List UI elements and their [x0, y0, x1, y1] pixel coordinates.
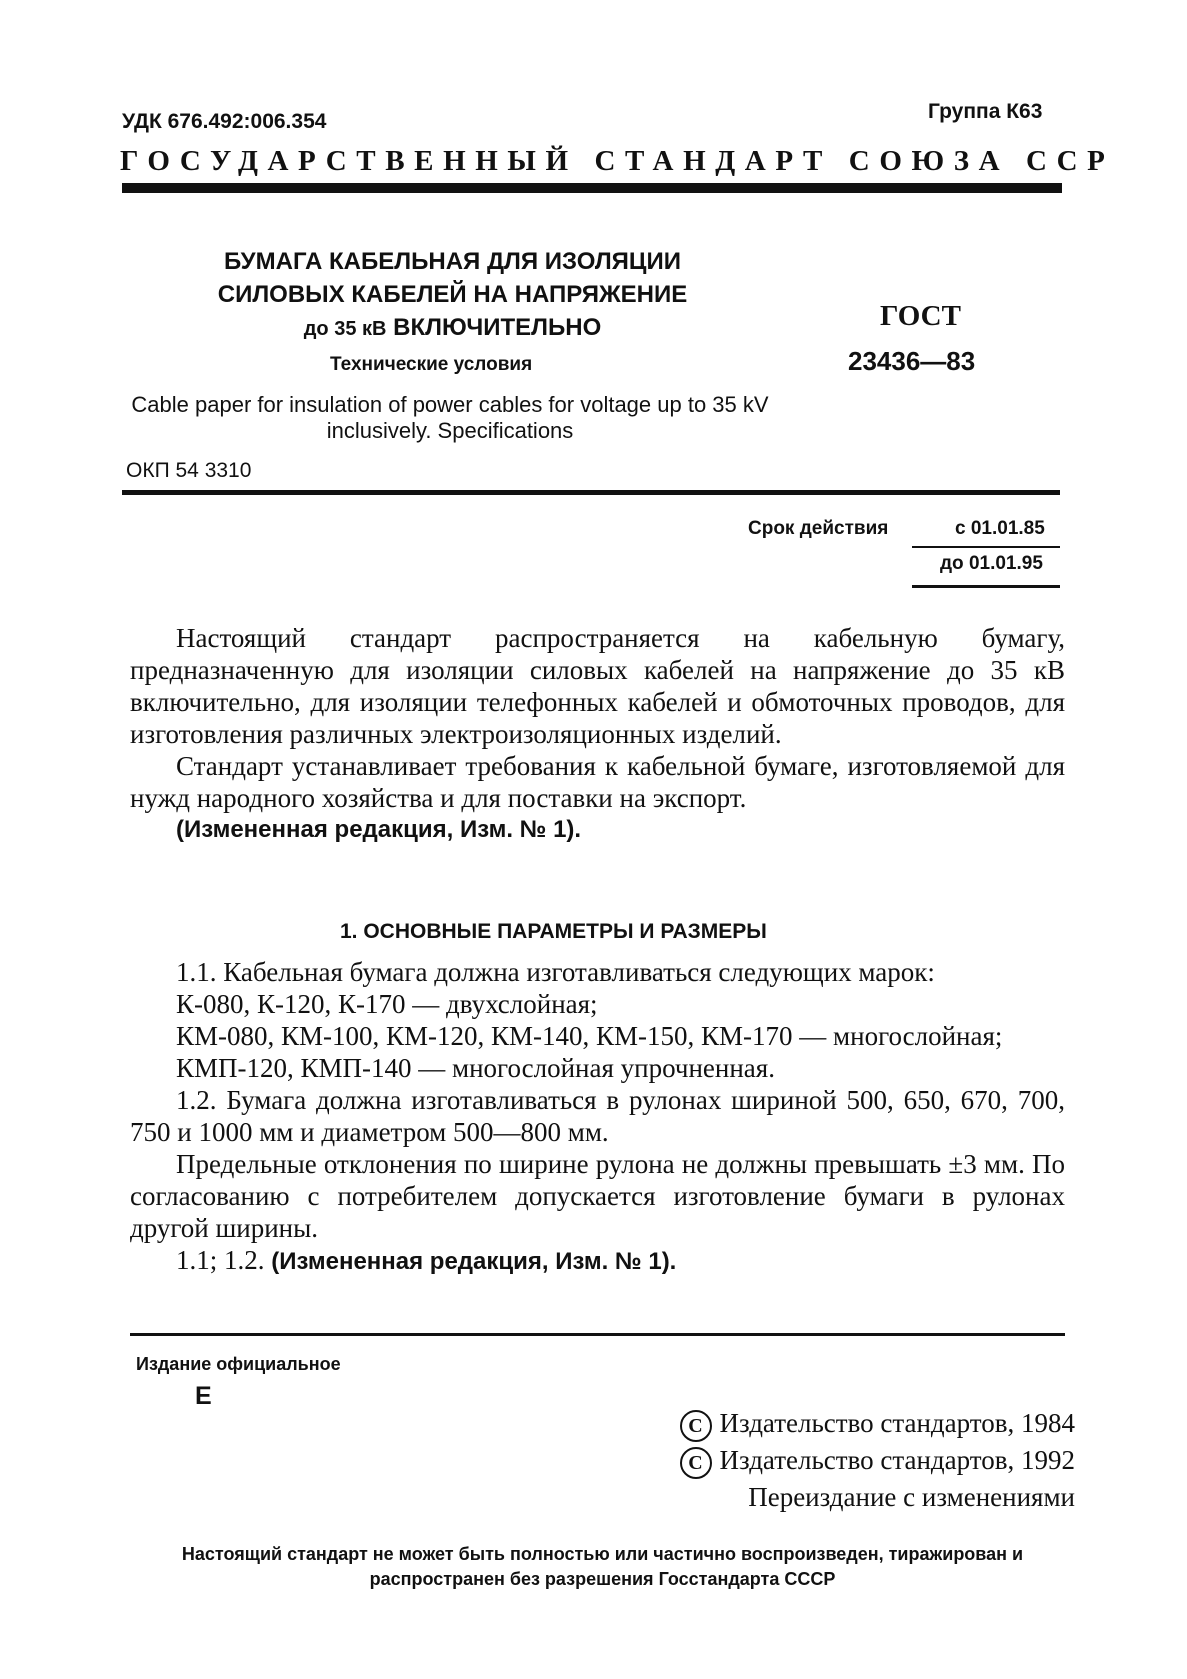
reissue-note: Переиздание с изменениями: [748, 1481, 1075, 1512]
copyright-block: [590, 1405, 1075, 1515]
gost-number: 23436—83: [848, 346, 976, 376]
title-line-3-rest: ВКЛЮЧИТЕЛЬНО: [393, 314, 602, 341]
grades-multilayer: КМ-080, КМ-100, КМ-120, КМ-140, КМ-150, КМ-170 — многослойная;: [176, 1021, 1003, 1051]
intro-text: [130, 622, 1065, 846]
validity-label: Срок действия: [748, 518, 889, 539]
validity-from: с 01.01.85: [955, 518, 1045, 539]
intro-paragraph-2: Стандарт устанавливает требования к кабельной бумаге, изготовляемой для нужд народного хозяйства и для поставки на экспорт.: [130, 751, 1065, 813]
footer-rule: [130, 1333, 1065, 1336]
okp-code: ОКП 54 3310: [126, 459, 252, 482]
validity-divider: [912, 546, 1060, 548]
edition-letter: Е: [195, 1382, 212, 1410]
title-line-2: СИЛОВЫХ КАБЕЛЕЙ НА НАПРЯЖЕНИЕ: [217, 281, 688, 308]
title-rule: [122, 490, 1060, 495]
grades-reinforced: КМП-120, КМП-140 — многослойная упрочненная.: [176, 1053, 775, 1083]
clause-1-2: 1.2. Бумага должна изготавливаться в рулонах шириной 500, 650, 670, 700, 750 и 1000 мм и диаметром 500—800 мм.: [130, 1085, 1065, 1147]
validity-underline: [912, 585, 1060, 588]
title-line-3: [185, 311, 720, 346]
grades-two-layer: К-080, К-120, К-170 — двухслойная;: [176, 989, 598, 1019]
english-title: Cable paper for insulation of power cables for voltage up to 35 kV inclusively. Specifications: [131, 392, 769, 443]
validity-to: до 01.01.95: [940, 553, 1043, 574]
section-1-text: [130, 956, 1065, 1278]
copyright-line-1: [590, 1405, 1075, 1442]
header-rule: [122, 183, 1062, 193]
gov-standard-banner: ГОСУДАРСТВЕННЫЙ СТАНДАРТ СОЮЗА ССР: [120, 145, 1115, 177]
section-heading: 1. ОСНОВНЫЕ ПАРАМЕТРЫ И РАЗМЕРЫ: [340, 920, 767, 943]
title-line-1: БУМАГА КАБЕЛЬНАЯ ДЛЯ ИЗОЛЯЦИИ: [224, 248, 681, 275]
copyright-icon: С: [680, 1410, 712, 1442]
title-line-3-prefix: до 35 кВ: [303, 318, 387, 340]
width-tolerance: Предельные отклонения по ширине рулона не должны превышать ±3 мм. По согласованию с потребителем допускается изготовление бумаги в рулонах другой ширины.: [130, 1149, 1065, 1243]
amendment-note: (Измененная редакция, Изм. № 1).: [176, 816, 582, 843]
edition-label: Издание официальное: [136, 1354, 341, 1374]
copyright-line-2: [590, 1442, 1075, 1479]
clause-1-1: 1.1. Кабельная бумага должна изготавливаться следующих марок:: [176, 957, 935, 987]
subtitle: Технические условия: [330, 354, 533, 375]
clause-amendment-note: (Измененная редакция, Изм. № 1).: [271, 1248, 677, 1275]
copyright-text-1: Издательство стандартов, 1984: [719, 1408, 1075, 1438]
udk-code: УДК 676.492:006.354: [122, 110, 327, 133]
group-code: Группа К63: [928, 100, 1043, 123]
clause-amendment-prefix: 1.1; 1.2.: [176, 1245, 265, 1275]
gost-label: ГОСТ: [880, 300, 961, 332]
clause-amendment: [130, 1244, 1065, 1278]
copyright-text-2: Издательство стандартов, 1992: [719, 1444, 1075, 1475]
intro-paragraph-1: Настоящий стандарт распространяется на кабельную бумагу, предназначенную для изоляции силовых кабелей на напряжение до 35 кВ включительно, для изоляции телефонных кабелей и обмоточных проводов, для изготовления различных электроизоляционных изделий.: [130, 623, 1065, 749]
copyright-icon: С: [680, 1447, 712, 1479]
reproduction-notice: Настоящий стандарт не может быть полностью или частично воспроизведен, тиражирован и распространен без разрешения Госстандарта СССР: [181, 1544, 1024, 1589]
document-title: [185, 245, 720, 346]
